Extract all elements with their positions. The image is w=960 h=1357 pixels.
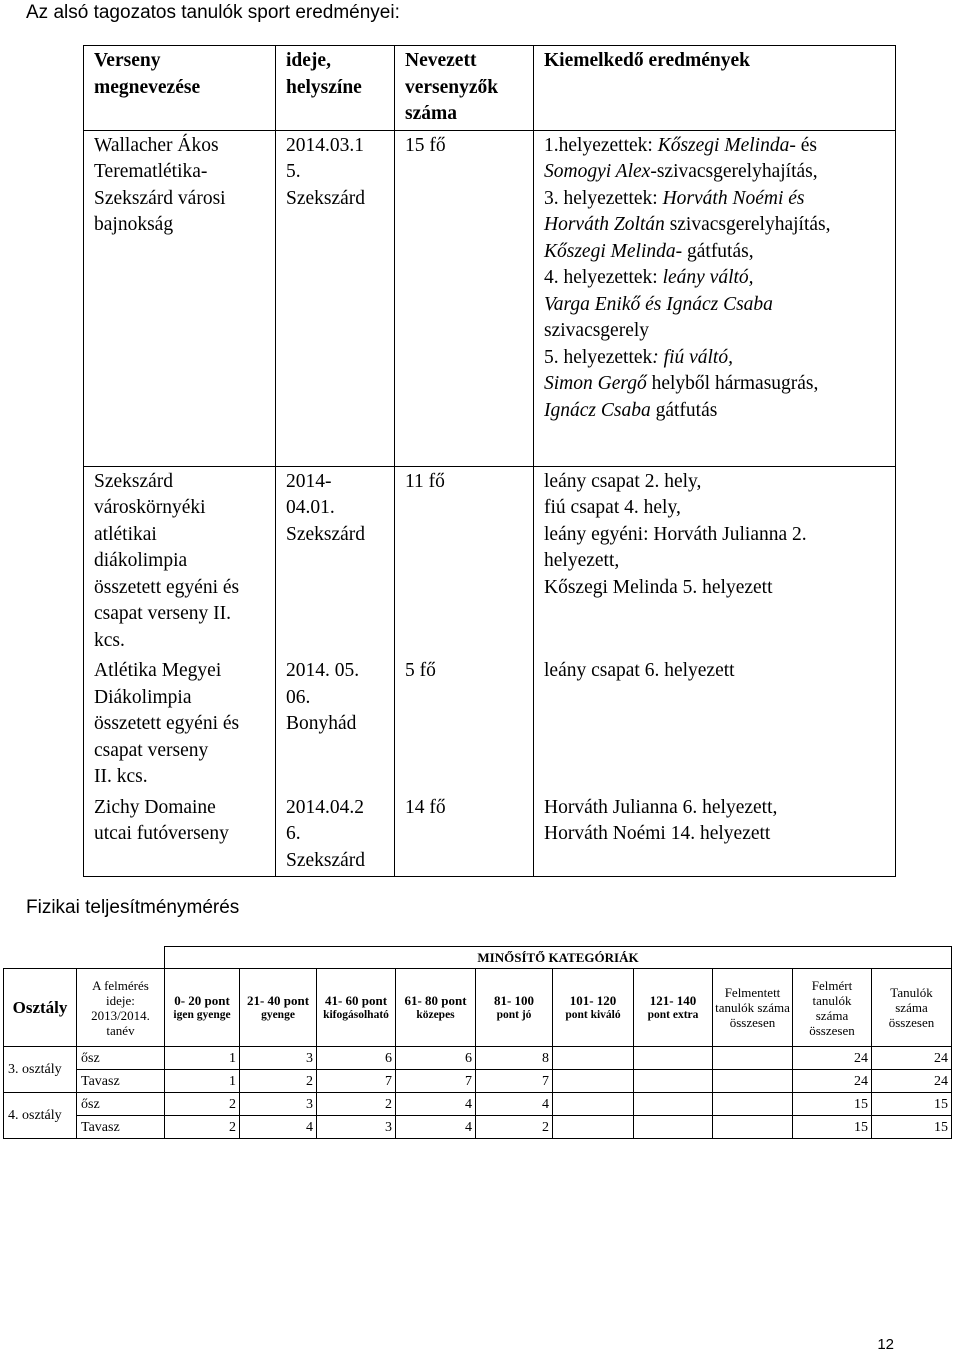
value-cell [634, 1116, 713, 1139]
text-line: Tanulók [890, 985, 933, 1000]
value-cell [553, 1070, 634, 1093]
name-text: Horváth Noémi és [662, 187, 805, 209]
value-cell: 4 [396, 1116, 476, 1139]
result-line [544, 239, 885, 266]
fitness-header-row [4, 969, 952, 1047]
result-line [544, 795, 885, 822]
result-line [544, 469, 885, 496]
text-line: csapat verseny II. [94, 603, 231, 624]
period-cell: ősz [77, 1047, 165, 1070]
exempt-cell [713, 1047, 793, 1070]
text-line: tanulók száma [812, 992, 852, 1023]
result-line [544, 133, 885, 160]
value-cell: 7 [317, 1070, 396, 1093]
result-text: leány csapat 6. helyezett [544, 660, 735, 681]
name-text: Varga Enikő és Ignácz Csaba [544, 293, 773, 315]
header-results: Kiemelkedő eredmények [534, 46, 896, 131]
page-number: 12 [877, 1336, 894, 1353]
text-line: összesen [888, 1015, 935, 1030]
text-line: 2014. 05. [286, 660, 360, 681]
result-text: gátfutás [650, 399, 718, 421]
text-line: Szekszárd [286, 187, 366, 209]
category-header: 61- 80 pont közepes [396, 969, 476, 1047]
text-line: bajnokság [94, 214, 174, 235]
result-text: Kőszegi Melinda 5. helyezett [544, 576, 773, 598]
text-line: 04.01. [286, 497, 335, 518]
text-line: összetett egyéni és [94, 713, 240, 734]
fitness-table [3, 946, 952, 1139]
text-line: Szekszárd városi [94, 187, 226, 209]
name-text: Ignácz Csaba [544, 399, 651, 421]
text-line: 06. [286, 686, 311, 708]
time-place-cell [276, 656, 395, 793]
exempt-header [713, 969, 793, 1047]
text-line: tanulók száma [715, 1000, 790, 1015]
text-line: összesen [809, 1022, 855, 1038]
text-line: Szekszárd [286, 849, 366, 871]
result-line [544, 212, 885, 239]
result-line [544, 658, 885, 685]
result-text: - és [789, 134, 817, 156]
exempt-cell [713, 1070, 793, 1093]
text-line: 2014- [286, 470, 332, 492]
result-text: - gátfutás, [675, 240, 754, 262]
result-text: 5. helyezettek [544, 346, 653, 368]
participants-cell: 14 fő [395, 793, 534, 877]
text-line: ideje: [106, 992, 135, 1008]
page-heading: Az alsó tagozatos tanulók sport eredményei: [26, 2, 400, 23]
text-line: Terematlétika- [94, 161, 208, 182]
measured-cell: 15 [793, 1116, 872, 1139]
header-participants: Nevezett versenyzők száma [395, 46, 534, 131]
results-header-row [84, 46, 896, 131]
result-text: Horváth Julianna 6. helyezett, [544, 796, 778, 818]
result-text: helyből hármasugrás, [646, 373, 819, 394]
results-table [83, 45, 896, 877]
result-line [544, 522, 885, 549]
value-cell [634, 1070, 713, 1093]
text-line: Wallacher Ákos [94, 134, 219, 156]
value-cell: 4 [476, 1093, 553, 1116]
fitness-row [4, 1116, 952, 1139]
class-cell: 3. osztály [4, 1047, 77, 1093]
measured-cell: 24 [793, 1047, 872, 1070]
category-header: 41- 60 pont kifogásolható [317, 969, 396, 1047]
text-line: városkörnyéki [94, 497, 206, 518]
text-line: Szekszárd [94, 470, 174, 492]
time-place-cell [276, 130, 395, 466]
text-line: 2014.04.2 [286, 796, 364, 818]
period-cell: ősz [77, 1093, 165, 1116]
text-line: atlétikai [94, 523, 157, 545]
results-cell [534, 130, 896, 466]
text-line: összesen [729, 1015, 776, 1030]
table-row [84, 130, 896, 466]
result-line [544, 398, 885, 425]
competition-cell [84, 793, 276, 877]
name-text: : fiú váltó, [652, 346, 733, 368]
text-line: utcai futóverseny [94, 823, 229, 844]
category-header: 21- 40 pont gyenge [240, 969, 317, 1047]
value-cell: 3 [240, 1093, 317, 1116]
period-cell: Tavasz [77, 1116, 165, 1139]
header-time-place: ideje, helyszíne [276, 46, 395, 131]
header-competition: Verseny megnevezése [84, 46, 276, 131]
category-title: MINŐSÍTŐ KATEGÓRIÁK [165, 947, 952, 969]
result-text: 4. helyezettek: [544, 267, 663, 288]
value-cell: 7 [476, 1070, 553, 1093]
result-line [544, 186, 885, 213]
class-header: Osztály [4, 969, 77, 1047]
table-row [84, 793, 896, 877]
total-cell: 15 [872, 1116, 952, 1139]
results-cell [534, 656, 896, 793]
text-line: tanév [106, 1022, 135, 1038]
value-cell [553, 1093, 634, 1116]
text-line: Zichy Domaine [94, 796, 216, 818]
text-line: Diákolimpia [94, 686, 192, 708]
result-text: fiú csapat 4. hely, [544, 497, 681, 518]
text-line: Felmért [811, 977, 853, 993]
category-header: 121- 140 pont extra [634, 969, 713, 1047]
value-cell: 6 [317, 1047, 396, 1070]
result-line [544, 345, 885, 372]
fitness-row [4, 1093, 952, 1116]
result-text: helyezett, [544, 550, 620, 571]
result-text: Horváth Noémi 14. helyezett [544, 823, 771, 844]
value-cell [553, 1047, 634, 1070]
fitness-title-row [4, 947, 952, 969]
name-text: Simon Gergő [544, 373, 647, 394]
text-line: diákolimpia [94, 550, 188, 571]
text-line: 5. [286, 161, 301, 182]
value-cell: 2 [476, 1116, 553, 1139]
measured-header [793, 969, 872, 1047]
text-line: A felmérés [92, 977, 149, 993]
text-line: 2014.03.1 [286, 134, 364, 156]
period-cell: Tavasz [77, 1070, 165, 1093]
value-cell: 6 [396, 1047, 476, 1070]
competition-cell [84, 656, 276, 793]
value-cell: 8 [476, 1047, 553, 1070]
total-cell: 24 [872, 1047, 952, 1070]
fitness-heading: Fizikai teljesítménymérés [26, 897, 240, 918]
value-cell: 1 [165, 1047, 240, 1070]
result-text: szivacsgerely [544, 320, 650, 341]
result-text: 1.helyezettek: [544, 134, 658, 156]
name-text: leány váltó, [662, 267, 754, 288]
value-cell: 1 [165, 1070, 240, 1093]
category-header: 101- 120 pont kiváló [553, 969, 634, 1047]
value-cell: 2 [165, 1116, 240, 1139]
total-cell: 15 [872, 1093, 952, 1116]
fitness-row [4, 1047, 952, 1070]
result-text: szivacsgerelyhajítás, [664, 214, 831, 235]
text-line: II. kcs. [94, 766, 148, 787]
value-cell: 3 [317, 1116, 396, 1139]
students-header [872, 969, 952, 1047]
text-line: összetett egyéni és [94, 576, 240, 598]
text-line: száma [895, 1000, 928, 1015]
value-cell [634, 1093, 713, 1116]
exempt-cell [713, 1093, 793, 1116]
participants-cell: 11 fő [395, 466, 534, 656]
result-line [544, 265, 885, 292]
result-line [544, 575, 885, 602]
participants-cell: 5 fő [395, 656, 534, 793]
result-line [544, 821, 885, 848]
result-text: -szivacsgerelyhajítás, [650, 161, 818, 182]
text-line: 2013/2014. [91, 1007, 150, 1023]
value-cell: 4 [240, 1116, 317, 1139]
text-line: Atlétika Megyei [94, 660, 222, 681]
competition-cell [84, 130, 276, 466]
class-cell: 4. osztály [4, 1093, 77, 1139]
result-line [544, 548, 885, 575]
result-line [544, 371, 885, 398]
date-header [77, 969, 165, 1047]
text-line: Szekszárd [286, 523, 366, 545]
result-text: leány egyéni: Horváth Julianna 2. [544, 523, 807, 545]
value-cell [553, 1116, 634, 1139]
text-line: 6. [286, 823, 301, 844]
value-cell: 4 [396, 1093, 476, 1116]
time-place-cell [276, 466, 395, 656]
text-line: Felmentett [724, 985, 781, 1000]
fitness-row [4, 1070, 952, 1093]
text-line: Bonyhád [286, 713, 357, 734]
result-text: 3. helyezettek: [544, 187, 663, 209]
name-text: Kőszegi Melinda [657, 134, 790, 156]
result-line [544, 495, 885, 522]
measured-cell: 15 [793, 1093, 872, 1116]
results-cell [534, 793, 896, 877]
name-text: Horváth Zoltán [544, 214, 665, 235]
result-text: leány csapat 2. hely, [544, 470, 702, 492]
text-line: kcs. [94, 629, 125, 651]
value-cell: 2 [317, 1093, 396, 1116]
name-text: Kőszegi Melinda [544, 240, 676, 262]
name-text: Somogyi Alex [544, 161, 651, 182]
result-line [544, 159, 885, 186]
competition-cell [84, 466, 276, 656]
table-row [84, 656, 896, 793]
measured-cell: 24 [793, 1070, 872, 1093]
results-cell [534, 466, 896, 656]
value-cell: 7 [396, 1070, 476, 1093]
category-header: 81- 100 pont jó [476, 969, 553, 1047]
value-cell: 3 [240, 1047, 317, 1070]
table-row [84, 466, 896, 656]
text-line: csapat verseny [94, 739, 209, 761]
result-line [544, 318, 885, 345]
result-line [544, 292, 885, 319]
value-cell: 2 [240, 1070, 317, 1093]
time-place-cell [276, 793, 395, 877]
participants-cell: 15 fő [395, 130, 534, 466]
exempt-cell [713, 1116, 793, 1139]
value-cell [634, 1047, 713, 1070]
category-header: 0- 20 pont igen gyenge [165, 969, 240, 1047]
total-cell: 24 [872, 1070, 952, 1093]
value-cell: 2 [165, 1093, 240, 1116]
